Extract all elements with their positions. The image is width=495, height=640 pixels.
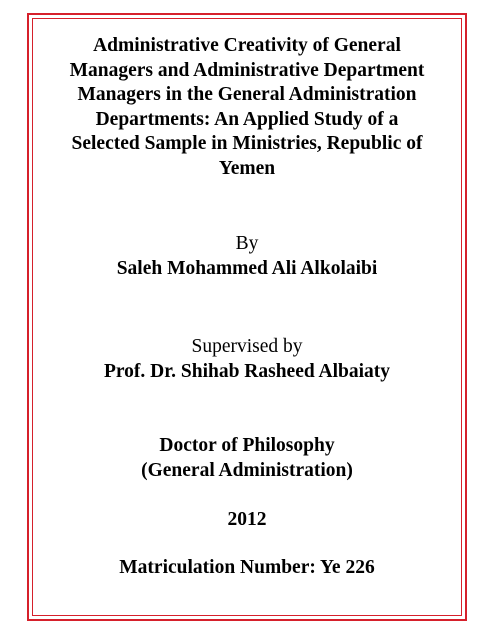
- title-line-1: Administrative Creativity of General: [93, 35, 401, 56]
- title-line-6: Yemen: [218, 157, 276, 179]
- matriculation-number: Matriculation Number: Ye 226: [119, 557, 375, 578]
- supervised-by-label: Supervised by: [191, 336, 303, 357]
- title-line-5: Selected Sample in Ministries, Republic of: [71, 133, 423, 154]
- by-label: By: [235, 233, 259, 254]
- title-line-3: Managers in the General Administration: [77, 84, 417, 105]
- author-name: Saleh Mohammed Ali Alkolaibi: [116, 258, 378, 279]
- year: 2012: [227, 509, 267, 530]
- title-line-2: Managers and Administrative Department: [69, 59, 425, 81]
- degree-field: (General Administration): [141, 460, 353, 481]
- title-line-4: Departments: An Applied Study of a: [95, 108, 399, 130]
- supervisor-name: Prof. Dr. Shihab Rasheed Albaiaty: [103, 361, 391, 382]
- thesis-title: [40, 34, 454, 181]
- degree-title: Doctor of Philosophy: [159, 435, 335, 456]
